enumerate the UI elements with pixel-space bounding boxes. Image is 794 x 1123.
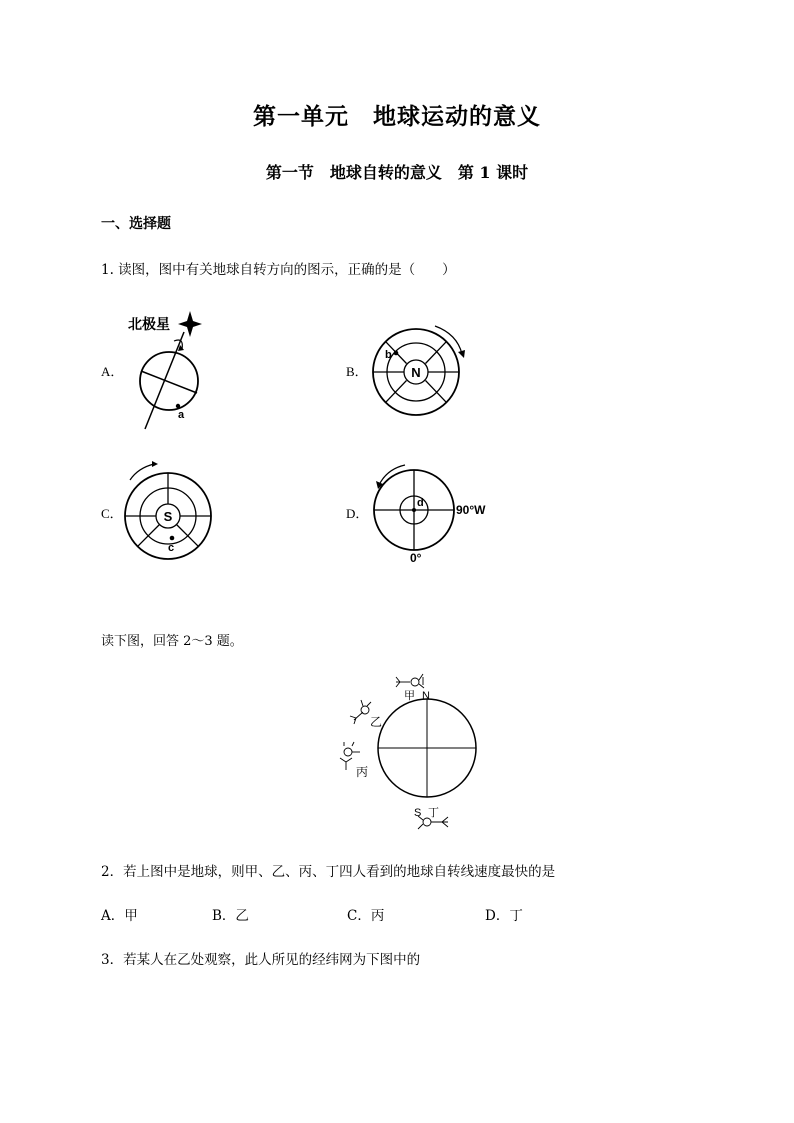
observer-jia-label: 甲 [404,690,415,702]
page-title: 第一单元 地球运动的意义 [253,103,541,130]
q2-option-c: C．丙 [347,908,385,924]
option-a-figure [120,305,230,435]
section-heading: 一、选择题 [101,216,171,232]
option-b-label: B． [346,364,368,379]
point-a-label: a [178,409,185,421]
north-pole-label: N [411,365,421,380]
longitude-90w-label: 90°W [456,503,486,517]
observer-yi-icon [350,700,371,724]
observer-yi-label: 乙 [370,715,383,729]
q2-option-a: A．甲 [101,908,138,924]
read-figure-intro: 读下图，回答 2～3 题。 [101,634,243,649]
question-2-stem: 2．若上图中是地球，则甲、乙、丙、丁四人看到的地球自转线速度最快的是 [101,864,556,880]
longitude-0-label: 0° [410,551,422,565]
north-star-icon [178,311,202,337]
question-3-stem: 3．若某人在乙处观察，此人所见的经纬网为下图中的 [101,952,421,968]
option-c-label: C． [101,506,123,521]
option-d-figure [365,455,505,567]
point-b-label: b [385,349,392,361]
point-d-label: d [417,497,424,509]
option-c-figure [118,460,218,570]
option-a-label: A． [101,364,124,379]
page-subtitle: 第一节 地球自转的意义 第 1 课时 [265,163,529,182]
q2-option-d: D．丁 [485,908,523,924]
north-label: N [422,690,430,702]
option-d-label: D． [346,506,369,521]
observer-ding-label: 丁 [428,807,439,819]
observer-bing-label: 丙 [356,765,369,779]
q2-option-b: B．乙 [212,908,249,924]
south-label: S [414,807,422,819]
question-1-stem: 1. 读图，图中有关地球自转方向的图示，正确的是（ ） [101,262,456,278]
south-pole-label: S [163,509,173,524]
north-star-label: 北极星 [128,316,170,332]
point-c-label: c [168,542,175,554]
observer-jia-icon [396,674,424,688]
earth-observers-figure [330,662,490,834]
option-b-figure [365,320,475,425]
